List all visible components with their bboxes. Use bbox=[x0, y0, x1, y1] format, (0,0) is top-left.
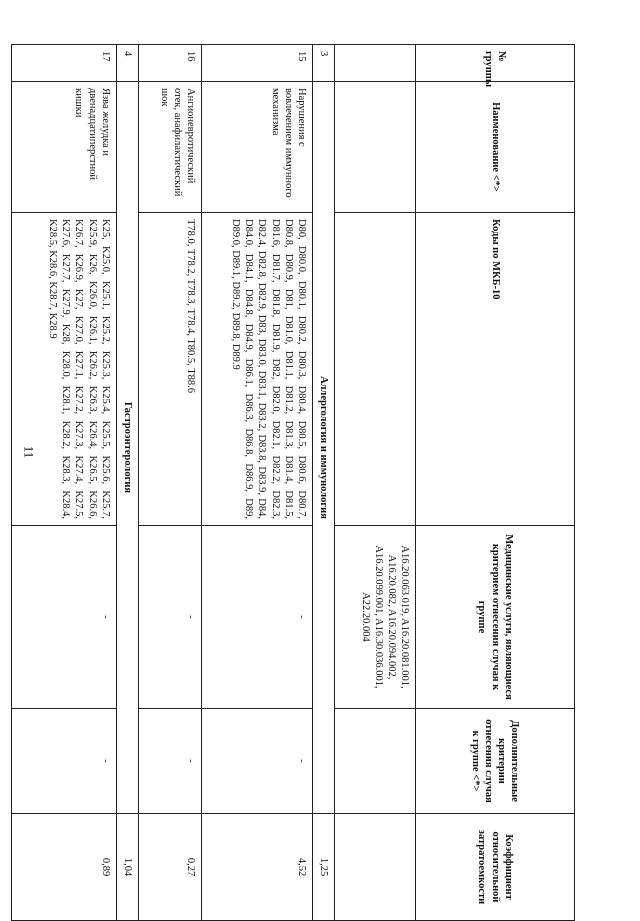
cell-services: - bbox=[11, 526, 116, 709]
cell-name: Язва желудка и двенадцатиперстной кишки bbox=[11, 82, 116, 213]
cell-codes bbox=[335, 213, 416, 526]
table-row bbox=[201, 45, 312, 921]
cell-codes: K25, K25.0, K25.1, K25.2, K25.3, K25.4, K25.5, K25.6, K25.7, K25.9, K26, K26.0, K26.1, K26.2, K26.3, K26.4, K26.5, K26.6, K26.7, K26.9, K27, K27.0, K27.1, K27.2, K27.3, K27.4, K27.5, K27.6, K27.7, K27.9, K28, K28.0, K28.1, K28.2, K28.3, K28.4, K28.5, K28.6, K28.7, K28.9 bbox=[11, 213, 116, 526]
section-title: Гастроэнтерология bbox=[116, 82, 138, 814]
section-number: 3 bbox=[312, 45, 334, 82]
cell-number bbox=[335, 45, 416, 82]
section-row bbox=[312, 45, 334, 921]
cell-number: 16 bbox=[138, 45, 201, 82]
cell-criteria: - bbox=[11, 709, 116, 814]
section-coefficient: 1,04 bbox=[116, 814, 138, 921]
cell-name bbox=[335, 82, 416, 213]
section-number: 4 bbox=[116, 45, 138, 82]
table-header-row bbox=[416, 45, 575, 921]
cell-number: 15 bbox=[201, 45, 312, 82]
header-services: Медицинские услуги, являющиеся критерием отнесения случая к группе bbox=[416, 526, 575, 709]
cell-services: - bbox=[138, 526, 201, 709]
cell-services: A16.20.063.019, A16.20.081.001, A16.20.082, A16.20.094.002, A16.20.099.001, A16.30.036.001, A22.20.004 bbox=[335, 526, 416, 709]
header-name: Наименование <*> bbox=[416, 82, 575, 213]
cell-name: Ангионевротический отек, анафилактический шок bbox=[138, 82, 201, 213]
cell-name: Нарушения с вовлечением иммунного механизма bbox=[201, 82, 312, 213]
cell-criteria: - bbox=[138, 709, 201, 814]
table-row bbox=[138, 45, 201, 921]
cell-coefficient bbox=[335, 814, 416, 921]
header-criteria: Дополнительные критерии отнесения случая к группе <*> bbox=[416, 709, 575, 814]
page-number: 11 bbox=[21, 445, 37, 459]
section-row bbox=[116, 45, 138, 921]
cell-number: 17 bbox=[11, 45, 116, 82]
header-codes: Коды по МКБ-10 bbox=[416, 213, 575, 526]
groups-table bbox=[11, 44, 575, 921]
cell-criteria: - bbox=[201, 709, 312, 814]
section-title: Аллергология и иммунология bbox=[312, 82, 334, 814]
cell-criteria bbox=[335, 709, 416, 814]
table-row bbox=[335, 45, 416, 921]
cell-coefficient: 0,89 bbox=[11, 814, 116, 921]
cell-services: - bbox=[201, 526, 312, 709]
cell-codes: D80, D80.0, D80.1, D80.2, D80.3, D80.4, D80.5, D80.6, D80.7, D80.8, D80.9, D81, D81.0, D81.1, D81.2, D81.3, D81.4, D81.5, D81.6, D81.7, D81.8, D81.9, D82, D82.0, D82.1, D82.2, D82.3, D82.4, D82.8, D82.9, D83, D83.0, D83.1, D83.2, D83.8, D83.9, D84, D84.0, D84.1, D84.8, D84.9, D86.1, D86.3, D86.8, D86.9, D89, D89.0, D89.1, D89.2, D89.8, D89.9 bbox=[201, 213, 312, 526]
cell-coefficient: 4,52 bbox=[201, 814, 312, 921]
header-coefficient: Коэффициент относительной затратоемкости bbox=[416, 814, 575, 921]
table-row bbox=[11, 45, 116, 921]
cell-coefficient: 0,27 bbox=[138, 814, 201, 921]
header-group-no: № группы bbox=[416, 45, 575, 82]
rotated-table-container bbox=[47, 44, 575, 905]
section-coefficient: 1,25 bbox=[312, 814, 334, 921]
cell-codes: T78.0, T78.2, T78.3, T78.4, T80.5, T88.6 bbox=[138, 213, 201, 526]
